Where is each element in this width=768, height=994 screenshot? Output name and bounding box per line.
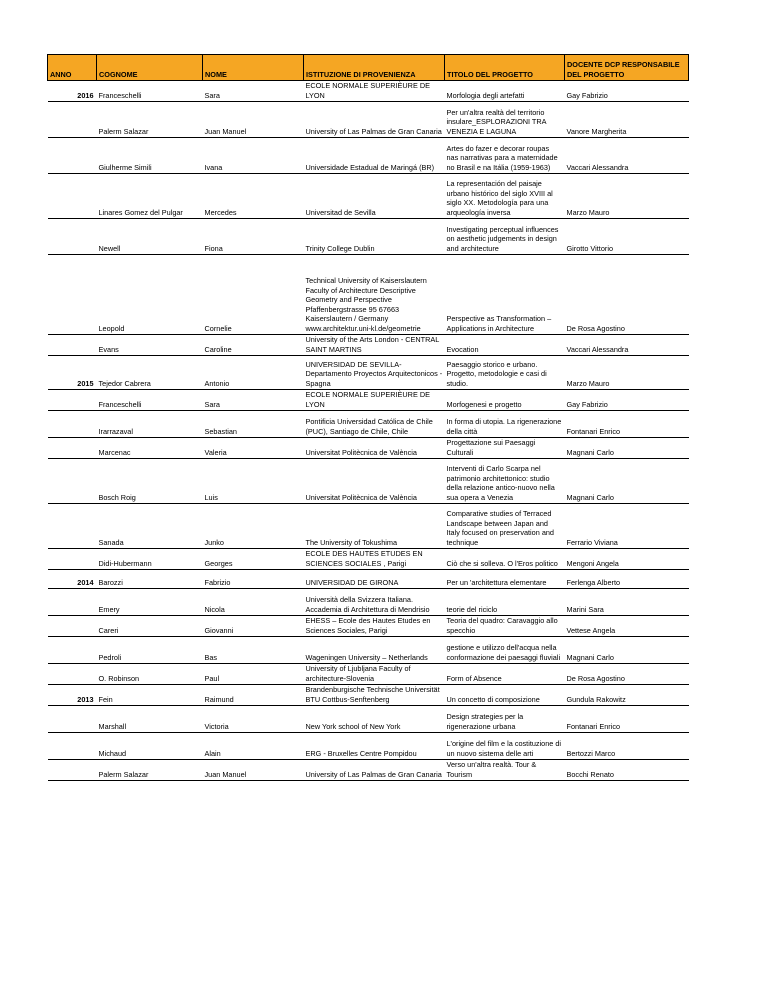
cell-nome: Luis	[203, 459, 304, 504]
cell-anno	[48, 411, 97, 438]
table-row	[48, 637, 689, 664]
cell-titolo: La representación del paisaje urbano histórico del siglo XVIII al siglo XX. Metodología para una arqueología inversa	[445, 174, 565, 219]
cell-titolo: Evocation	[445, 335, 565, 356]
cell-anno	[48, 664, 97, 685]
cell-cognome: Linares Gomez del Pulgar	[97, 174, 203, 219]
cell-docente: Vanore Margherita	[565, 102, 689, 138]
cell-titolo: Design strategies per la rigenerazione urbana	[445, 706, 565, 733]
cell-istituzione: ECOLE NORMALE SUPERIÈURE DE LYON	[304, 81, 445, 102]
cell-titolo: Investigating perceptual influences on aesthetic judgements in design and architecture	[445, 219, 565, 255]
cell-docente: Magnani Carlo	[565, 459, 689, 504]
cell-cognome: Barozzi	[97, 570, 203, 589]
cell-nome: Georges	[203, 549, 304, 570]
table-row	[48, 356, 689, 390]
table-row	[48, 138, 689, 174]
cell-docente: Vettese Angela	[565, 616, 689, 637]
cell-cognome: Emery	[97, 589, 203, 616]
cell-titolo: Verso un'altra realtà. Tour & Tourism	[445, 760, 565, 781]
cell-anno: 2016	[48, 81, 97, 102]
table-row	[48, 459, 689, 504]
table-row	[48, 255, 689, 335]
cell-cognome: Pedroli	[97, 637, 203, 664]
cell-docente: Gay Fabrizio	[565, 390, 689, 411]
cell-nome: Juan Manuel	[203, 760, 304, 781]
cell-anno	[48, 219, 97, 255]
cell-nome: Fiona	[203, 219, 304, 255]
cell-docente: Bocchi Renato	[565, 760, 689, 781]
cell-cognome: Leopold	[97, 255, 203, 335]
cell-titolo: L'origine del film e la costituzione di un nuovo sistema delle arti	[445, 733, 565, 760]
header-anno: ANNO	[48, 55, 97, 81]
cell-titolo: Progettazione sui Paesaggi Culturali	[445, 438, 565, 459]
cell-docente: De Rosa Agostino	[565, 255, 689, 335]
cell-cognome: Didi-Hubermann	[97, 549, 203, 570]
cell-cognome: Palerm Salazar	[97, 102, 203, 138]
cell-titolo: Per un'altra realtà del territorio insulare_ESPLORAZIONI TRA VENEZIA E LAGUNA	[445, 102, 565, 138]
cell-anno	[48, 589, 97, 616]
header-nome: NOME	[203, 55, 304, 81]
header-titolo: TITOLO DEL PROGETTO	[445, 55, 565, 81]
cell-nome: Sara	[203, 81, 304, 102]
cell-istituzione: Universitat Politècnica de València	[304, 459, 445, 504]
cell-anno	[48, 390, 97, 411]
cell-nome: Sara	[203, 390, 304, 411]
cell-nome: Paul	[203, 664, 304, 685]
table-row	[48, 335, 689, 356]
cell-istituzione: Brandenburgische Technische Universität BTU Cottbus-Senftenberg	[304, 685, 445, 706]
cell-nome: Fabrizio	[203, 570, 304, 589]
table-row	[48, 438, 689, 459]
table-row	[48, 411, 689, 438]
cell-titolo: Morfologia degli artefatti	[445, 81, 565, 102]
cell-anno	[48, 174, 97, 219]
cell-anno	[48, 459, 97, 504]
cell-istituzione: UNIVERSIDAD DE GIRONA	[304, 570, 445, 589]
cell-cognome: Franceschelli	[97, 81, 203, 102]
cell-docente: Mengoni Angela	[565, 549, 689, 570]
table-row	[48, 589, 689, 616]
cell-titolo: Ciò che si solleva. O l'Eros politico	[445, 549, 565, 570]
cell-cognome: Marcenac	[97, 438, 203, 459]
cell-istituzione: Pontificia Universidad Católica de Chile (PUC), Santiago de Chile, Chile	[304, 411, 445, 438]
cell-nome: Juan Manuel	[203, 102, 304, 138]
cell-cognome: Sanada	[97, 504, 203, 549]
cell-docente: Marzo Mauro	[565, 356, 689, 390]
table-row	[48, 616, 689, 637]
cell-docente: Ferrario Viviana	[565, 504, 689, 549]
cell-cognome: Giulherme Simili	[97, 138, 203, 174]
table-body	[48, 81, 689, 781]
table-row	[48, 81, 689, 102]
cell-istituzione: University of Las Palmas de Gran Canaria	[304, 102, 445, 138]
cell-cognome: Marshall	[97, 706, 203, 733]
cell-istituzione: Universitad de Sevilla	[304, 174, 445, 219]
cell-docente: Vaccari Alessandra	[565, 335, 689, 356]
cell-istituzione: Universitat Politècnica de València	[304, 438, 445, 459]
cell-anno	[48, 549, 97, 570]
table-row	[48, 102, 689, 138]
table-row	[48, 219, 689, 255]
cell-anno	[48, 616, 97, 637]
cell-titolo: Perspective as Transformation – Applications in Architecture	[445, 255, 565, 335]
cell-istituzione: Universidade Estadual de Maringá (BR)	[304, 138, 445, 174]
cell-cognome: Tejedor Cabrera	[97, 356, 203, 390]
cell-anno	[48, 706, 97, 733]
cell-nome: Cornelie	[203, 255, 304, 335]
cell-cognome: Franceschelli	[97, 390, 203, 411]
cell-nome: Ivana	[203, 138, 304, 174]
cell-anno: 2015	[48, 356, 97, 390]
cell-istituzione: ECOLE DES HAUTES ETUDES EN SCIENCES SOCIALES , Parigi	[304, 549, 445, 570]
cell-nome: Victoria	[203, 706, 304, 733]
cell-anno	[48, 438, 97, 459]
cell-istituzione: The University of Tokushima	[304, 504, 445, 549]
cell-nome: Mercedes	[203, 174, 304, 219]
table-header	[48, 55, 689, 81]
cell-nome: Antonio	[203, 356, 304, 390]
cell-istituzione: ERG - Bruxelles Centre Pompidou	[304, 733, 445, 760]
header-cognome: COGNOME	[97, 55, 203, 81]
table-row	[48, 706, 689, 733]
header-docente: DOCENTE DCP RESPONSABILE DEL PROGETTO	[565, 55, 689, 81]
cell-istituzione: Università della Svizzera Italiana. Accademia di Architettura di Mendrisio	[304, 589, 445, 616]
cell-anno	[48, 733, 97, 760]
cell-istituzione: Wageningen University – Netherlands	[304, 637, 445, 664]
cell-istituzione: EHESS – Ecole des Hautes Etudes en Sciences Sociales, Parigi	[304, 616, 445, 637]
cell-nome: Nicola	[203, 589, 304, 616]
cell-docente: Magnani Carlo	[565, 637, 689, 664]
cell-anno	[48, 335, 97, 356]
cell-docente: Vaccari Alessandra	[565, 138, 689, 174]
cell-titolo: Paesaggio storico e urbano. Progetto, metodologie e casi di studio.	[445, 356, 565, 390]
cell-titolo: Artes do fazer e decorar roupas nas narrativas para a maternidade no Brasil e na Itália (1959-1963)	[445, 138, 565, 174]
cell-titolo: Form of Absence	[445, 664, 565, 685]
cell-titolo: Per un 'architettura elementare	[445, 570, 565, 589]
cell-anno	[48, 637, 97, 664]
cell-istituzione: Technical University of Kaiserslautern Faculty of Architecture Descriptive Geometry and Perspective Pfaffenbergstrasse 95 67663 Kaiserslautern / Germany www.architektur.uni-kl.de/geometrie	[304, 255, 445, 335]
projects-table	[47, 54, 689, 781]
cell-cognome: Newell	[97, 219, 203, 255]
cell-nome: Junko	[203, 504, 304, 549]
cell-docente: Fontanari Enrico	[565, 706, 689, 733]
cell-cognome: Careri	[97, 616, 203, 637]
cell-istituzione: University of the Arts London - CENTRAL SAINT MARTINS	[304, 335, 445, 356]
cell-istituzione: ECOLE NORMALE SUPERIÈURE DE LYON	[304, 390, 445, 411]
cell-istituzione: University of Las Palmas de Gran Canaria	[304, 760, 445, 781]
table-row	[48, 570, 689, 589]
cell-nome: Valeria	[203, 438, 304, 459]
cell-istituzione: Trinity College Dublin	[304, 219, 445, 255]
cell-docente: Gundula Rakowitz	[565, 685, 689, 706]
cell-cognome: Irarrazaval	[97, 411, 203, 438]
cell-docente: Girotto Vittorio	[565, 219, 689, 255]
cell-docente: Ferlenga Alberto	[565, 570, 689, 589]
table-row	[48, 760, 689, 781]
cell-nome: Raimund	[203, 685, 304, 706]
cell-nome: Caroline	[203, 335, 304, 356]
cell-cognome: O. Robinson	[97, 664, 203, 685]
cell-docente: Marzo Mauro	[565, 174, 689, 219]
cell-anno	[48, 760, 97, 781]
cell-cognome: Palerm Salazar	[97, 760, 203, 781]
cell-titolo: Teoria del quadro: Caravaggio allo specchio	[445, 616, 565, 637]
cell-anno	[48, 138, 97, 174]
cell-titolo: Comparative studies of Terraced Landscape between Japan and Italy focused on preservation and technique	[445, 504, 565, 549]
table-row	[48, 504, 689, 549]
header-row	[48, 55, 689, 81]
table-row	[48, 685, 689, 706]
cell-anno	[48, 255, 97, 335]
cell-titolo: Morfogenesi e progetto	[445, 390, 565, 411]
table-row	[48, 390, 689, 411]
cell-cognome: Evans	[97, 335, 203, 356]
cell-titolo: Interventi di Carlo Scarpa nel patrimonio architettonico: studio della relazione antico-nuovo nella sua opera a Venezia	[445, 459, 565, 504]
table-row	[48, 664, 689, 685]
cell-docente: Gay Fabrizio	[565, 81, 689, 102]
cell-nome: Giovanni	[203, 616, 304, 637]
cell-nome: Sebastian	[203, 411, 304, 438]
cell-istituzione: New York school of New York	[304, 706, 445, 733]
cell-istituzione: UNIVERSIDAD DE SEVILLA-Departamento Proyectos Arquitectonicos - Spagna	[304, 356, 445, 390]
cell-nome: Alain	[203, 733, 304, 760]
cell-istituzione: University of Ljubljana Faculty of architecture-Slovenia	[304, 664, 445, 685]
cell-titolo: teorie del riciclo	[445, 589, 565, 616]
table-row	[48, 174, 689, 219]
cell-cognome: Michaud	[97, 733, 203, 760]
cell-anno	[48, 504, 97, 549]
cell-docente: De Rosa Agostino	[565, 664, 689, 685]
table-row	[48, 549, 689, 570]
header-istituzione: ISTITUZIONE DI PROVENIENZA	[304, 55, 445, 81]
cell-nome: Bas	[203, 637, 304, 664]
cell-titolo: In forma di utopia. La rigenerazione della città	[445, 411, 565, 438]
cell-anno: 2014	[48, 570, 97, 589]
cell-titolo: gestione e utilizzo dell'acqua nella conformazione dei paesaggi fluviali	[445, 637, 565, 664]
cell-docente: Marini Sara	[565, 589, 689, 616]
cell-anno	[48, 102, 97, 138]
cell-docente: Magnani Carlo	[565, 438, 689, 459]
table-row	[48, 733, 689, 760]
cell-titolo: Un concetto di composizione	[445, 685, 565, 706]
cell-cognome: Fein	[97, 685, 203, 706]
cell-cognome: Bosch Roig	[97, 459, 203, 504]
cell-docente: Bertozzi Marco	[565, 733, 689, 760]
cell-docente: Fontanari Enrico	[565, 411, 689, 438]
cell-anno: 2013	[48, 685, 97, 706]
